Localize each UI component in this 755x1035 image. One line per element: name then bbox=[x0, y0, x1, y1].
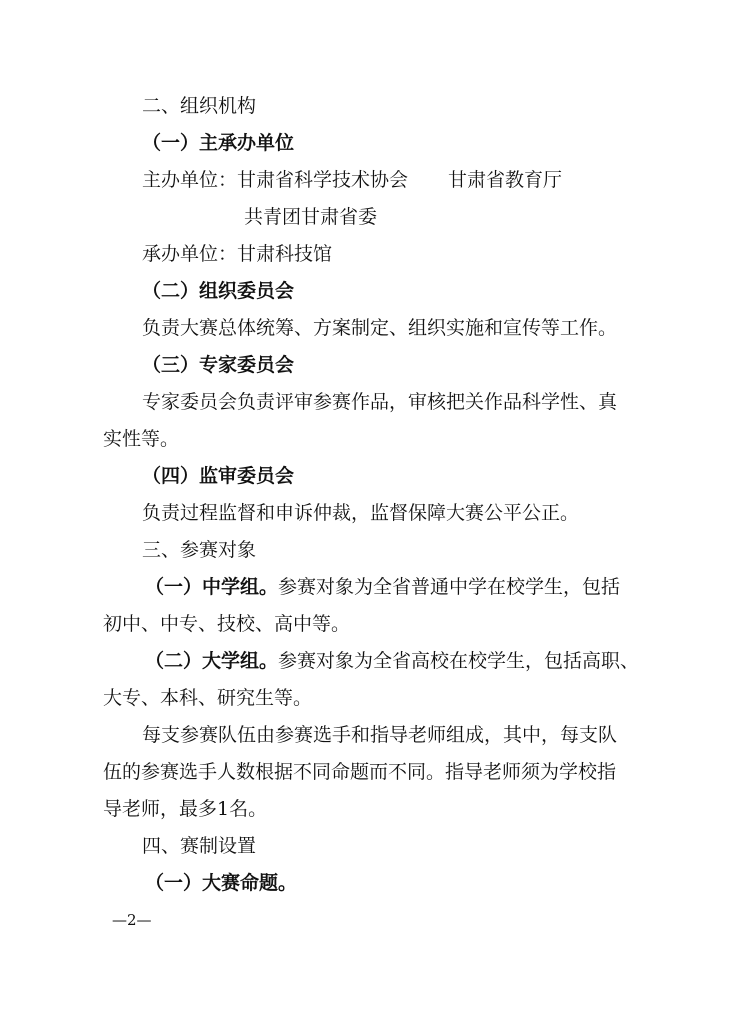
college-line2: 大专、本科、研究生等。 bbox=[103, 687, 313, 709]
team-text-line3: 导老师，最多1名。 bbox=[103, 798, 268, 820]
section-4-heading: 四、赛制设置 bbox=[142, 835, 257, 857]
host-unit-1: 甘肃省科学技术协会 bbox=[237, 169, 409, 191]
host-unit-3: 共青团甘肃省委 bbox=[244, 206, 378, 228]
host-label: 主办单位： bbox=[142, 169, 238, 191]
college-text: 参赛对象为全省高校在校学生，包括高职、 bbox=[278, 650, 640, 672]
section-2-sub3-text-line1: 专家委员会负责评审参赛作品，审核把关作品科学性、真 bbox=[142, 391, 618, 413]
college-line1 bbox=[145, 649, 639, 673]
section-2-sub4-text: 负责过程监督和申诉仲裁，监督保障大赛公平公正。 bbox=[142, 502, 580, 524]
section-2-sub2-heading: （二）组织委员会 bbox=[142, 280, 295, 302]
section-2-sub3-text-line2: 实性等。 bbox=[103, 428, 180, 450]
section-4-sub1-heading: （一）大赛命题。 bbox=[145, 872, 298, 894]
section-2-heading: 二、组织机构 bbox=[142, 95, 257, 117]
organizer-label: 承办单位： bbox=[142, 243, 238, 265]
team-text-line1: 每支参赛队伍由参赛选手和指导老师组成，其中，每支队 bbox=[142, 724, 618, 746]
section-2-sub3-heading: （三）专家委员会 bbox=[142, 354, 295, 376]
section-2-sub4-heading: （四）监审委员会 bbox=[142, 465, 295, 487]
section-2-sub1-heading: （一）主承办单位 bbox=[142, 132, 295, 154]
section-3-heading: 三、参赛对象 bbox=[142, 539, 257, 561]
organizer-unit: 甘肃科技馆 bbox=[237, 243, 333, 265]
college-label: （二）大学组。 bbox=[145, 650, 279, 672]
organizer-line bbox=[142, 242, 332, 266]
middle-school-line1 bbox=[145, 575, 620, 599]
middle-school-text: 参赛对象为全省普通中学在校学生，包括 bbox=[278, 576, 621, 598]
host-units-line bbox=[142, 168, 562, 192]
team-text-line2: 伍的参赛选手人数根据不同命题而不同。指导老师须为学校指 bbox=[103, 761, 617, 783]
section-2-sub2-text: 负责大赛总体统筹、方案制定、组织实施和宣传等工作。 bbox=[142, 317, 618, 339]
host-unit-2: 甘肃省教育厅 bbox=[448, 169, 563, 191]
page-number: —2— bbox=[112, 911, 152, 929]
middle-school-line2: 初中、中专、技校、高中等。 bbox=[103, 613, 351, 635]
middle-school-label: （一）中学组。 bbox=[145, 576, 279, 598]
